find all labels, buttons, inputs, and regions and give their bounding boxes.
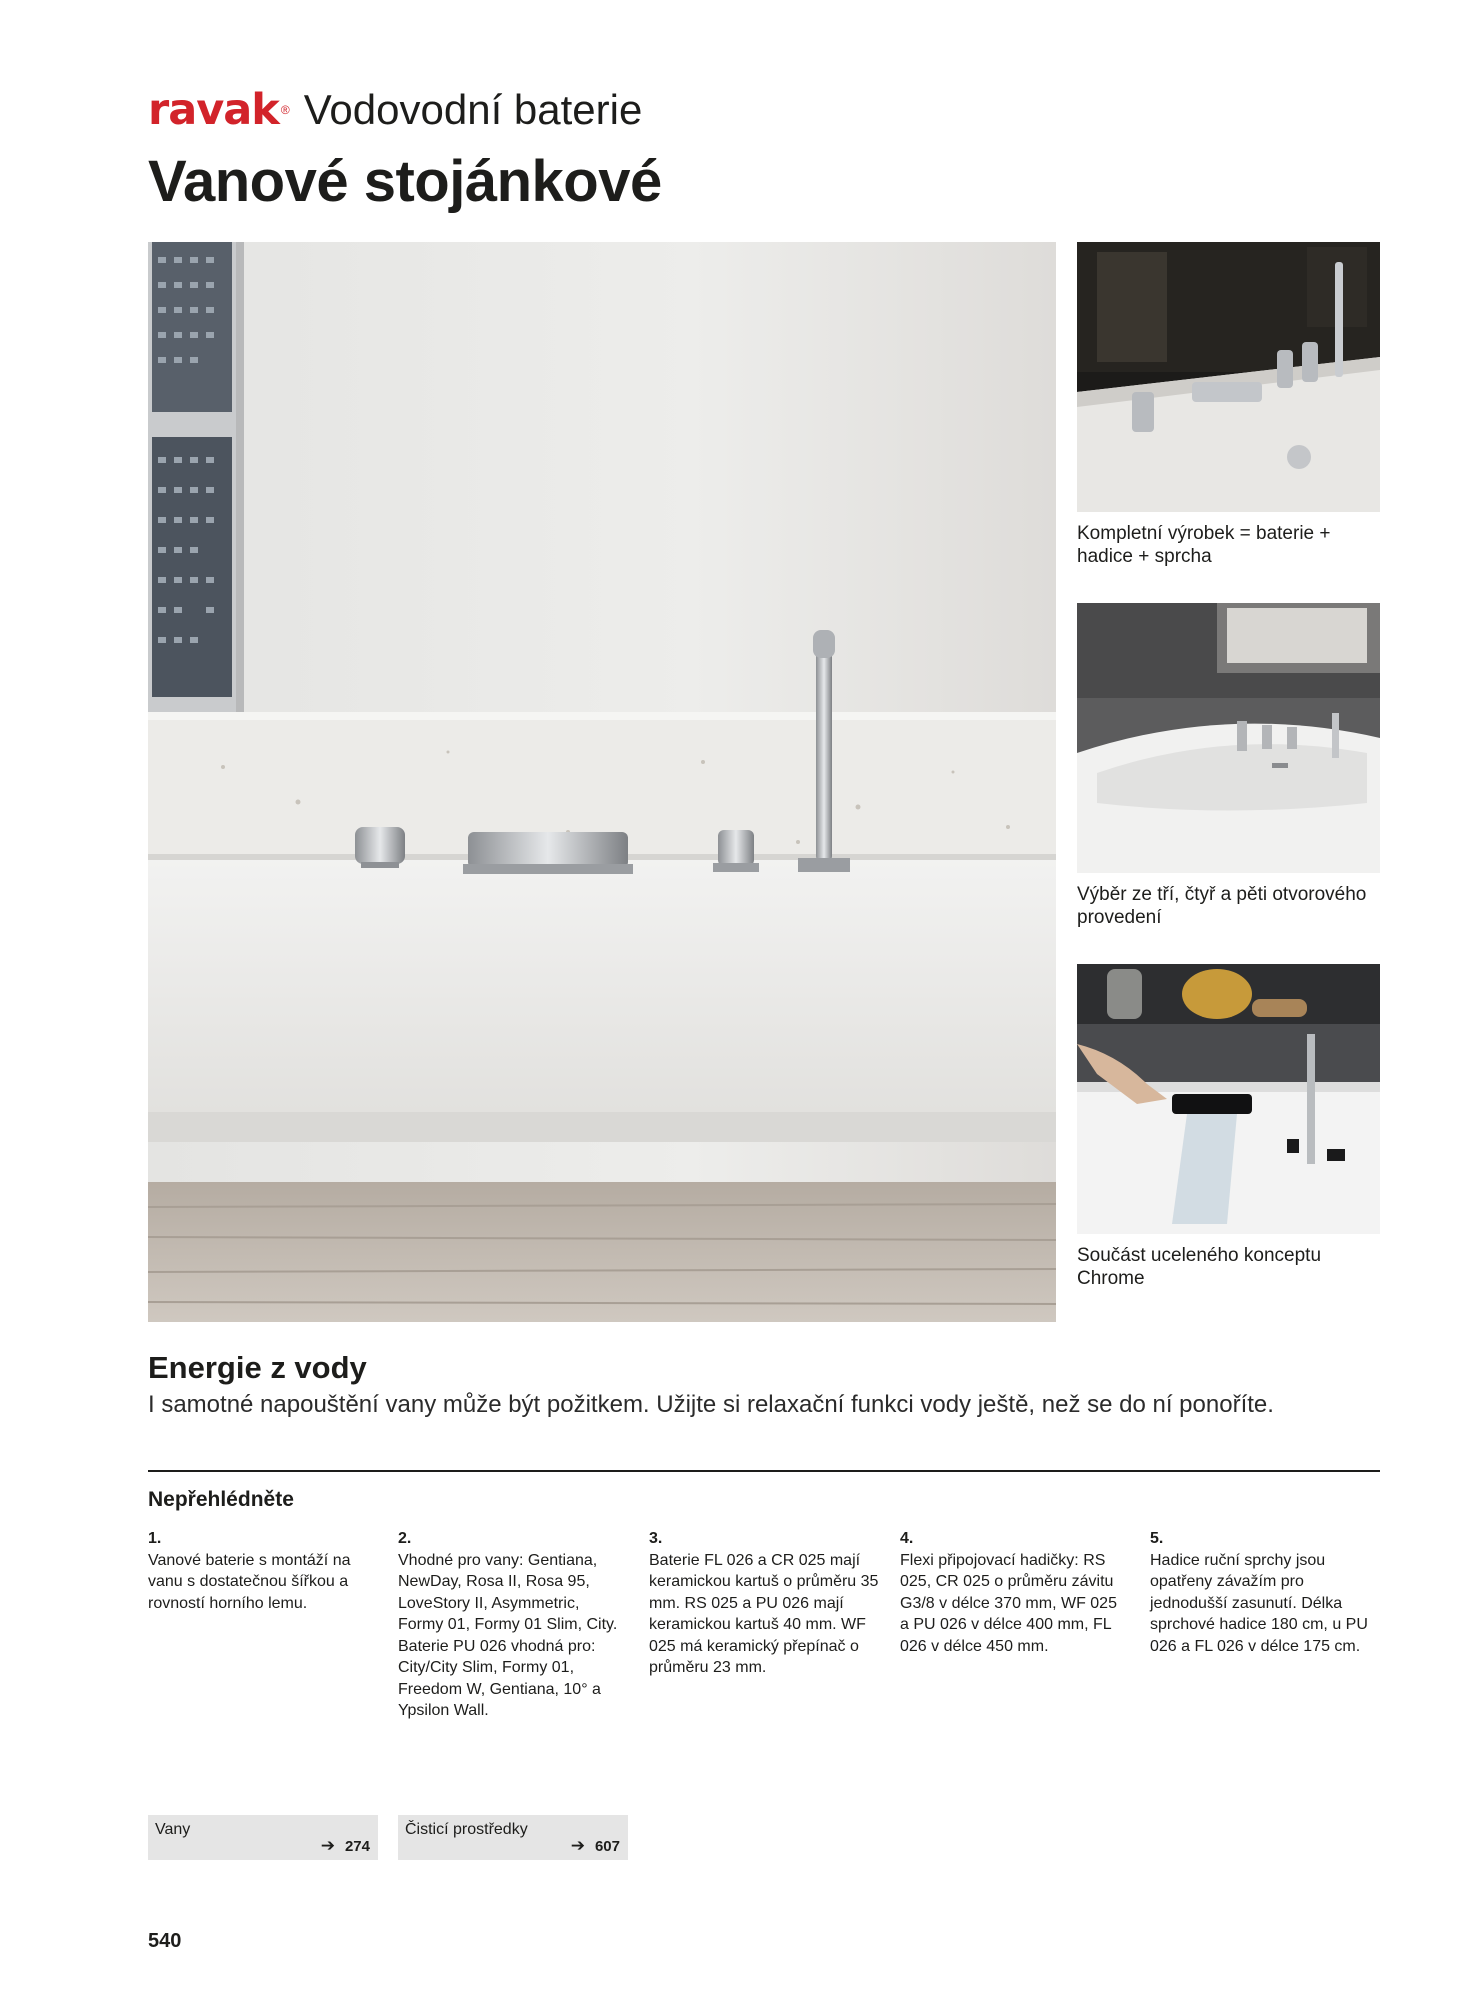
faucet-set-photo-icon: [1077, 242, 1380, 512]
thumb-photo-1: [1077, 242, 1380, 512]
note-number: 3.: [649, 1530, 663, 1547]
thumb-photo-3: [1077, 964, 1380, 1234]
ref-label: Čisticí prostředky: [405, 1821, 528, 1838]
waterfall-faucet-photo-icon: [1077, 964, 1380, 1234]
ref-page-number: 274: [344, 1837, 370, 1855]
section-title: Vodovodní baterie: [303, 86, 643, 133]
note-text: Vanové baterie s montáží na vanu s dostatečnou šířkou a rovností horního lemu.: [148, 1551, 351, 1612]
ref-link-cistici-prostredky[interactable]: [398, 1815, 628, 1860]
note-item: [148, 1528, 378, 1614]
hero-photo: [148, 242, 1056, 1322]
divider: [148, 1470, 1380, 1472]
arrow-right-icon: ➔: [570, 1836, 585, 1855]
note-item: [1150, 1528, 1380, 1657]
note-number: 2.: [398, 1530, 412, 1547]
registered-mark: ®: [280, 103, 290, 117]
note-text: Flexi připojovací hadičky: RS 025, CR 025 o průměru závitu G3/8 v délce 370 mm, WF 025 a PU 026 v délce 400 mm, FL 026 v délce 450 mm.: [900, 1551, 1117, 1655]
note-text: Vhodné pro vany: Gentiana, NewDay, Rosa II, Rosa 95, LoveStory II, Asymmetric, Formy 01, Formy 01 Slim, City. Baterie PU 026 vhodná pro: City/City Slim, Formy 01, Freedom W, Gentiana, 10° a Ypsilon Wall.: [398, 1551, 618, 1719]
thumb-photo-2: [1077, 603, 1380, 873]
bathtub-faucet-photo-icon: [148, 242, 1056, 1322]
ref-link-vany[interactable]: [148, 1815, 378, 1860]
note-number: 4.: [900, 1530, 914, 1547]
brand-header: [148, 82, 642, 138]
note-item: [649, 1528, 879, 1679]
energy-heading: Energie z vody: [148, 1350, 367, 1385]
ref-label: Vany: [155, 1821, 191, 1838]
note-item: [900, 1528, 1130, 1657]
thumb-caption-1: Kompletní výrobek = baterie + hadice + sprcha: [1077, 523, 1331, 567]
note-text: Hadice ruční sprchy jsou opatřeny závažím pro jednodušší zasunutí. Délka sprchové hadice 180 cm, u PU 026 a FL 026 v délce 175 cm.: [1150, 1551, 1368, 1655]
bathtub-photo-icon: [1077, 603, 1380, 873]
energy-text: I samotné napouštění vany může být požitkem. Užijte si relaxační funkci vody ještě, než se do ní ponoříte.: [148, 1391, 1274, 1418]
ref-page: [571, 1836, 620, 1856]
note-number: 1.: [148, 1530, 162, 1547]
note-text: Baterie FL 026 a CR 025 mají keramickou kartuš o průměru 35 mm. RS 025 a PU 026 mají keramickou kartuš 40 mm. WF 025 má keramický přepínač o průměru 23 mm.: [649, 1551, 879, 1676]
ravak-logo: ravak: [148, 84, 279, 135]
page-title: Vanové stojánkové: [148, 149, 662, 214]
page-number: 540: [148, 1930, 182, 1952]
notes-heading: Nepřehlédněte: [148, 1488, 294, 1511]
ref-page-number: 607: [594, 1837, 620, 1855]
thumb-caption-3: Součást uceleného konceptu Chrome: [1077, 1245, 1322, 1289]
arrow-right-icon: ➔: [320, 1836, 335, 1855]
thumb-caption-2: Výběr ze tří, čtyř a pěti otvorového provedení: [1077, 884, 1367, 928]
note-item: [398, 1528, 628, 1722]
ref-page: [321, 1836, 370, 1856]
note-number: 5.: [1150, 1530, 1164, 1547]
